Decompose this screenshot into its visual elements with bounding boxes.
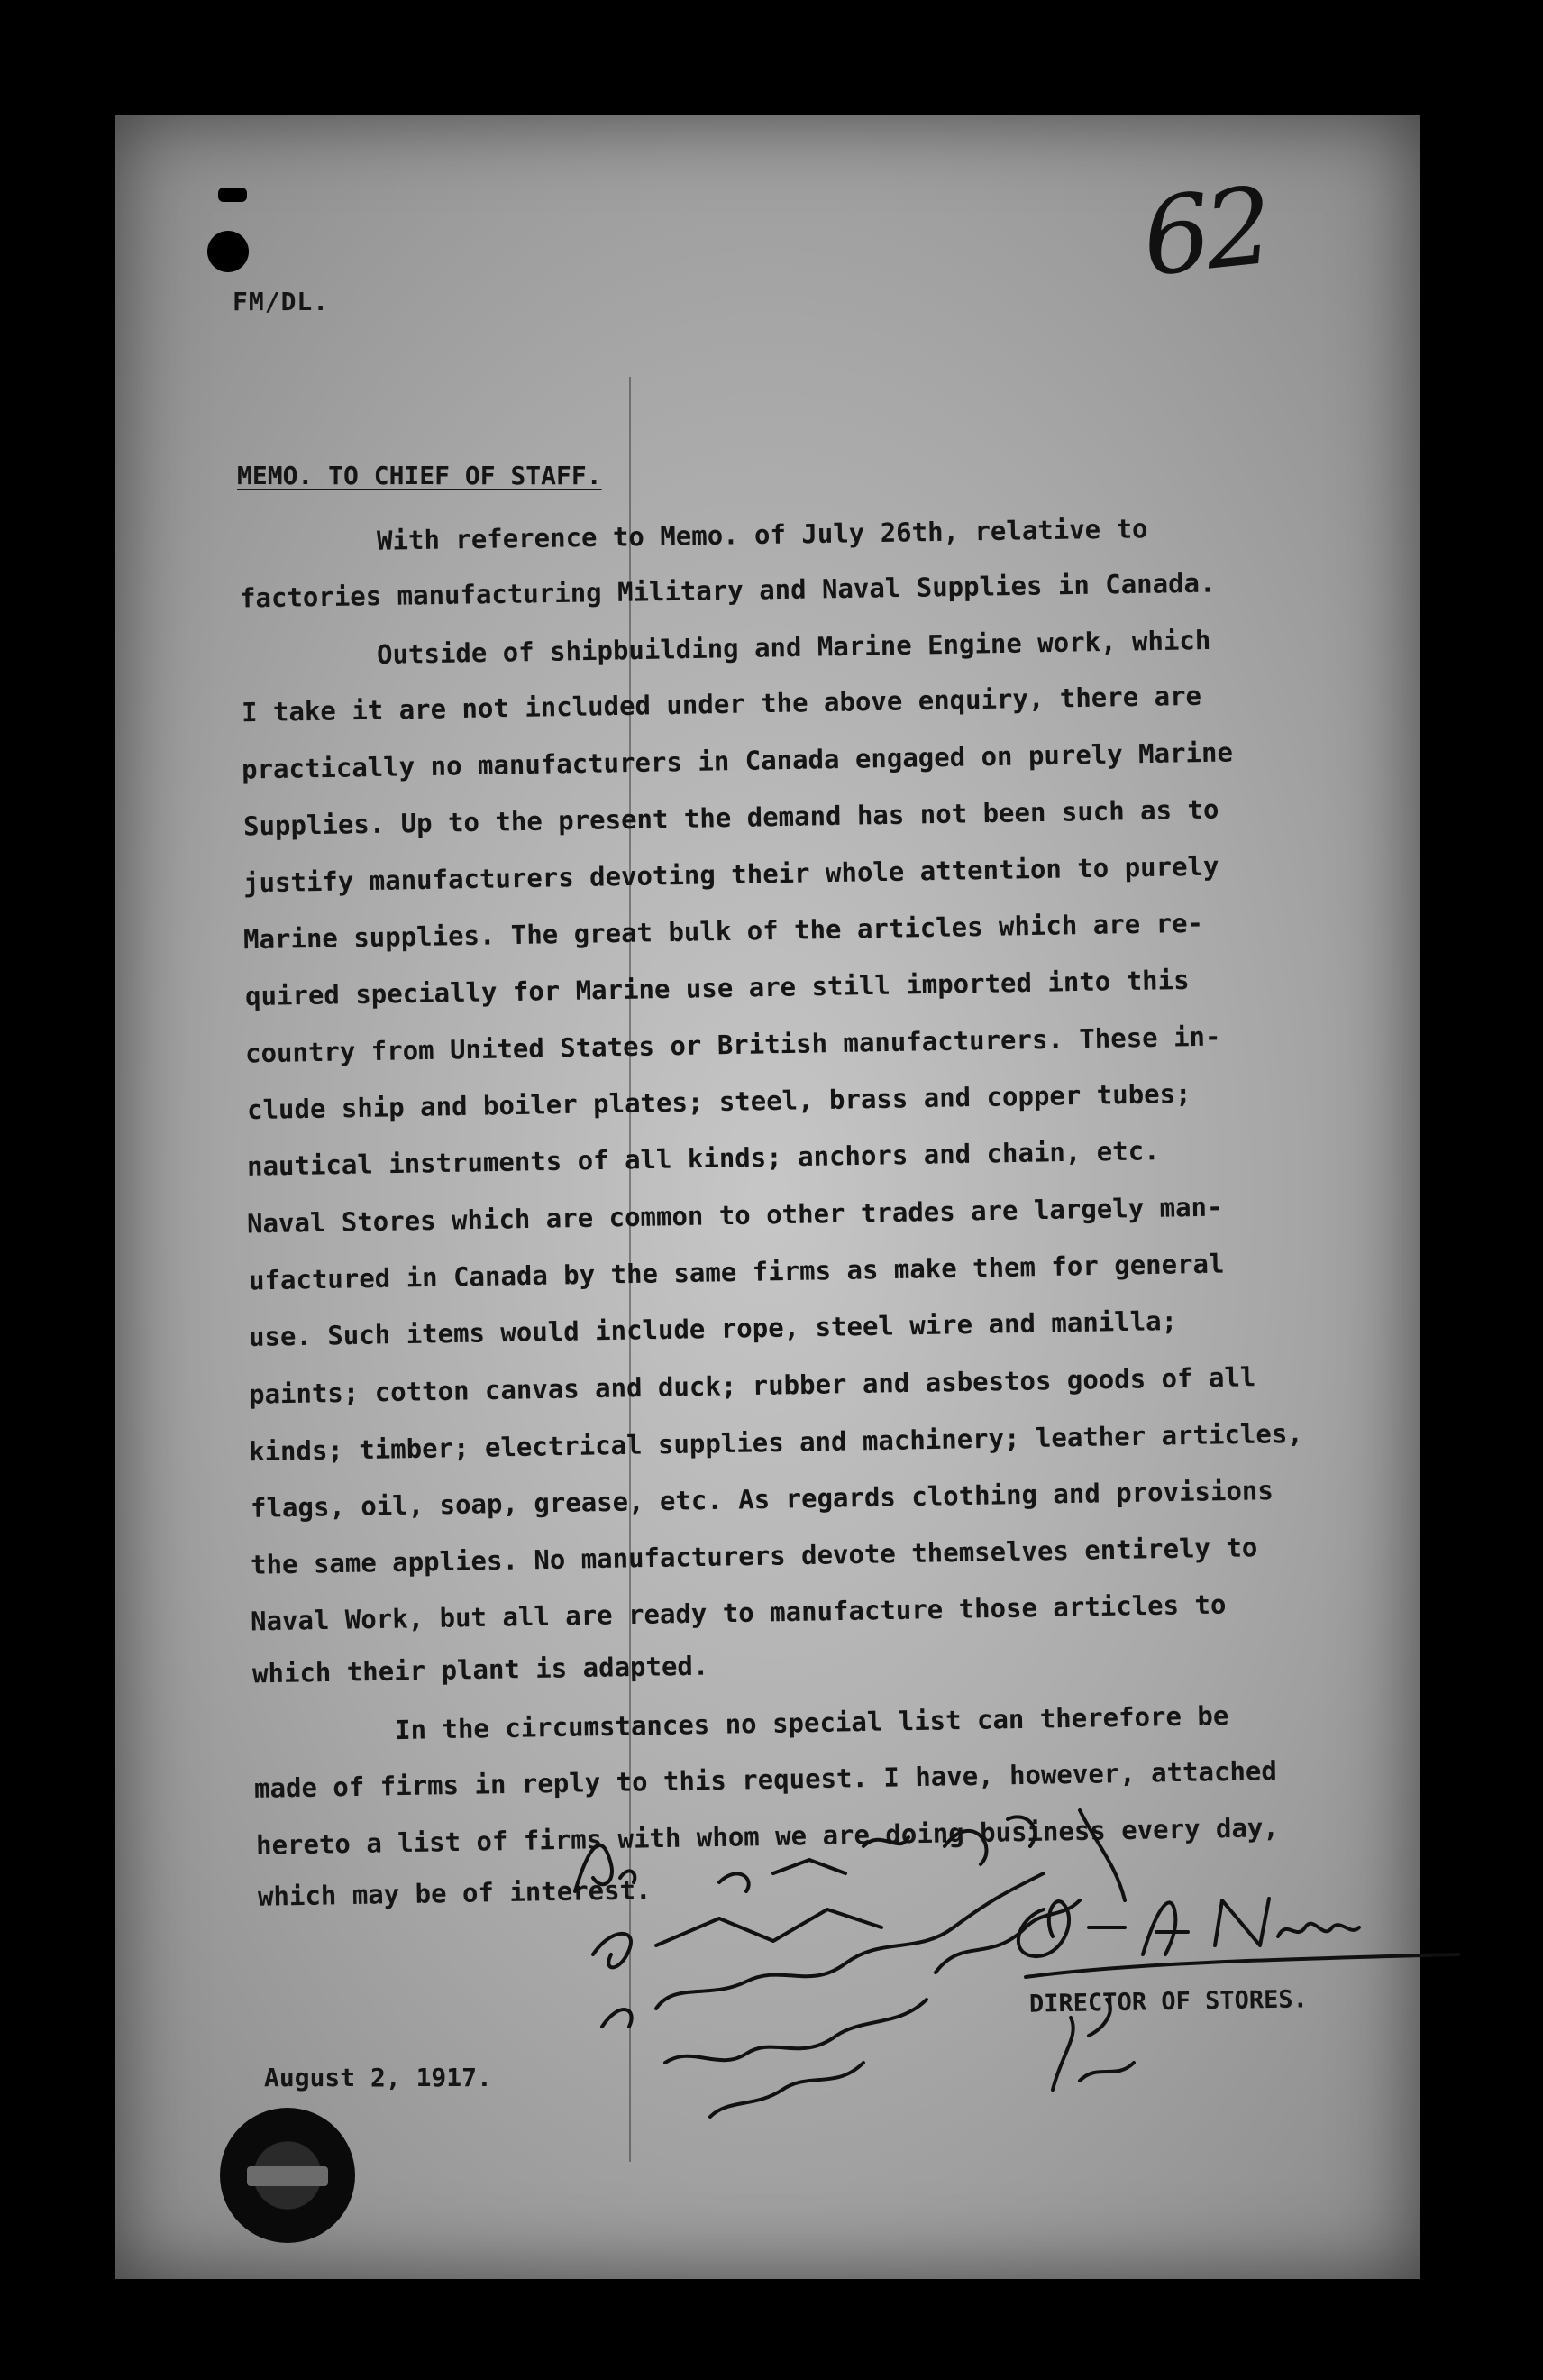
page-number-handwritten: 62 bbox=[1137, 163, 1274, 300]
body-line: kinds; timber; electrical supplies and machinery; leather articles, bbox=[248, 1417, 1304, 1468]
document-sheet bbox=[115, 115, 1420, 2279]
body-line: I take it are not included under the above enquiry, there are bbox=[241, 680, 1202, 728]
handwritten-annotation bbox=[539, 1792, 1224, 2261]
archive-stamp-label bbox=[247, 2166, 328, 2186]
body-line: which their plant is adapted. bbox=[251, 1650, 709, 1689]
body-line: Supplies. Up to the present the demand has not been such as to bbox=[242, 793, 1219, 842]
memo-date: August 2, 1917. bbox=[264, 2063, 492, 2092]
body-line: hereto a list of firms with whom we are doing business every day, bbox=[255, 1812, 1280, 1861]
body-line: which may be of interest. bbox=[257, 1874, 652, 1912]
body-line: Marine supplies. The great bulk of the articles which are re- bbox=[242, 907, 1204, 956]
body-line: In the circumstances no special list can therefore be bbox=[394, 1699, 1229, 1746]
body-line: Naval Stores which are common to other trades are largely man- bbox=[246, 1191, 1223, 1240]
body-line: made of firms in reply to this request. I have, however, attached bbox=[253, 1755, 1278, 1804]
body-line: With reference to Memo. of July 26th, relative to bbox=[376, 513, 1148, 556]
body-line: Outside of shipbuilding and Marine Engine work, which bbox=[376, 624, 1211, 671]
file-reference: FM/DL. bbox=[233, 287, 330, 316]
body-line: use. Such items would include rope, steel wire and manilla; bbox=[248, 1305, 1178, 1352]
body-line: Naval Work, but all are ready to manufacture those articles to bbox=[250, 1588, 1227, 1637]
body-line: practically no manufacturers in Canada engaged on purely Marine bbox=[241, 737, 1234, 785]
body-line: clude ship and boiler plates; steel, brass and copper tubes; bbox=[246, 1077, 1191, 1126]
body-line: factories manufacturing Military and Naval Supplies in Canada. bbox=[239, 567, 1216, 614]
body-line: the same applies. No manufacturers devote themselves entirely to bbox=[250, 1532, 1258, 1580]
body-line: justify manufacturers devoting their whole attention to purely bbox=[242, 850, 1219, 899]
body-line: nautical instruments of all kinds; anchors and chain, etc. bbox=[246, 1135, 1160, 1182]
body-line: ufactured in Canada by the same firms as make them for general bbox=[248, 1248, 1225, 1296]
body-line: quired specially for Marine use are still imported into this bbox=[244, 964, 1190, 1012]
punch-hole-round bbox=[207, 231, 249, 272]
signatory-title: DIRECTOR OF STORES. bbox=[1028, 1985, 1309, 2018]
memo-heading: MEMO. TO CHIEF OF STAFF. bbox=[237, 461, 602, 490]
body-line: flags, oil, soap, grease, etc. As regards clothing and provisions bbox=[250, 1475, 1274, 1524]
body-line: paints; cotton canvas and duck; rubber and asbestos goods of all bbox=[248, 1361, 1256, 1410]
body-line: country from United States or British manufacturers. These in- bbox=[244, 1021, 1221, 1069]
punch-hole-small bbox=[218, 188, 247, 202]
